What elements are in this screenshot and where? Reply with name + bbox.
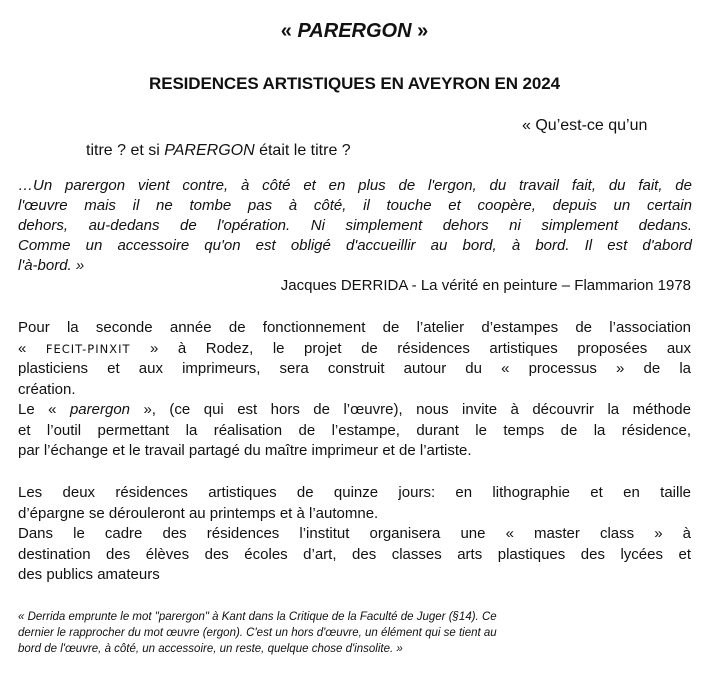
footnote xyxy=(18,609,698,657)
paragraph-line: Pour la seconde année de fonctionnement de l’atelier d’estampes de l’association xyxy=(18,319,691,336)
epigraph-line-2-c: était le titre ? xyxy=(254,142,351,159)
epigraph-line-1: « Qu’est-ce qu’un xyxy=(522,117,648,134)
paragraph-residences xyxy=(18,483,691,586)
epigraph-line-2 xyxy=(86,142,351,160)
footnote-line: bord de l'œuvre, à côté, un accessoire, un reste, quelque chose d'insolite. » xyxy=(18,643,403,655)
paragraph-line xyxy=(18,339,691,360)
quote-line: Comme un accessoire qu'on est obligé d'accueillir au bord, à bord. Il est d'abord xyxy=(18,237,692,254)
derrida-quote xyxy=(18,176,692,276)
paragraph-line: Dans le cadre des résidences l’institut organisera une « master class » à xyxy=(18,525,691,542)
document-title xyxy=(0,20,709,43)
paragraph-intro xyxy=(18,318,691,462)
epigraph-line-2-a: titre ? et si xyxy=(86,142,165,159)
document-subtitle: RESIDENCES ARTISTIQUES EN AVEYRON EN 2024 xyxy=(149,74,560,93)
paragraph-line: des publics amateurs xyxy=(18,566,160,583)
footnote-line: « Derrida emprunte le mot "parergon" à Kant dans la Critique de la Faculté de Juger (§14). Ce xyxy=(18,611,497,623)
paragraph-line: par l’échange et le travail partagé du maître imprimeur et de l’artiste. xyxy=(18,442,472,459)
footnote-line: dernier le rapprocher du mot œuvre (ergon). C'est un hors d'œuvre, un élément qui se tient au xyxy=(18,627,497,639)
paragraph-line xyxy=(18,400,691,421)
paragraph-line: Les deux résidences artistiques de quinze jours: en lithographie et en taille xyxy=(18,484,691,501)
quote-line: dehors, au-dedans de l'opération. Ni simplement dehors ni simplement dedans. xyxy=(18,217,692,234)
brand-name: FECIT-PINXIT xyxy=(45,341,131,356)
paragraph-line: d’épargne se dérouleront au printemps et à l’automne. xyxy=(18,504,379,522)
title-prefix: « xyxy=(280,20,298,42)
title-main: PARERGON xyxy=(297,20,412,42)
quote-attribution: Jacques DERRIDA - La vérité en peinture – Flammarion 1978 xyxy=(280,277,691,294)
epigraph-line-2-emphasis: PARERGON xyxy=(164,142,255,159)
parergon-term: parergon xyxy=(69,401,130,418)
paragraph-line: création. xyxy=(18,380,76,398)
quote-line: …Un parergon vient contre, à côté et en plus de l'ergon, du travail fait, du fait, de xyxy=(18,177,692,194)
paragraph-line: destination des élèves des écoles d’art, des classes arts plastiques des lycées et xyxy=(18,545,691,563)
parergon-line-a: Le « xyxy=(18,401,70,418)
parergon-line-c: », (ce qui est hors de l’œuvre), nous invite à découvrir la méthode xyxy=(130,401,691,418)
brand-open-quote: « xyxy=(18,339,46,357)
quote-line: l'œuvre mais il ne tombe pas à côté, il touche et coopère, depuis un certain xyxy=(18,197,692,214)
paragraph-line: et l’outil permettant la réalisation de l’estampe, durant le temps de la résidence, xyxy=(18,421,691,439)
quote-line: l'à-bord. » xyxy=(18,257,85,274)
title-suffix: » xyxy=(411,20,429,42)
paragraph-line: plasticiens et aux imprimeurs, sera construit autour du « processus » de la xyxy=(18,360,691,377)
brand-line-rest: » à Rodez, le projet de résidences artistiques proposées aux xyxy=(130,339,692,357)
